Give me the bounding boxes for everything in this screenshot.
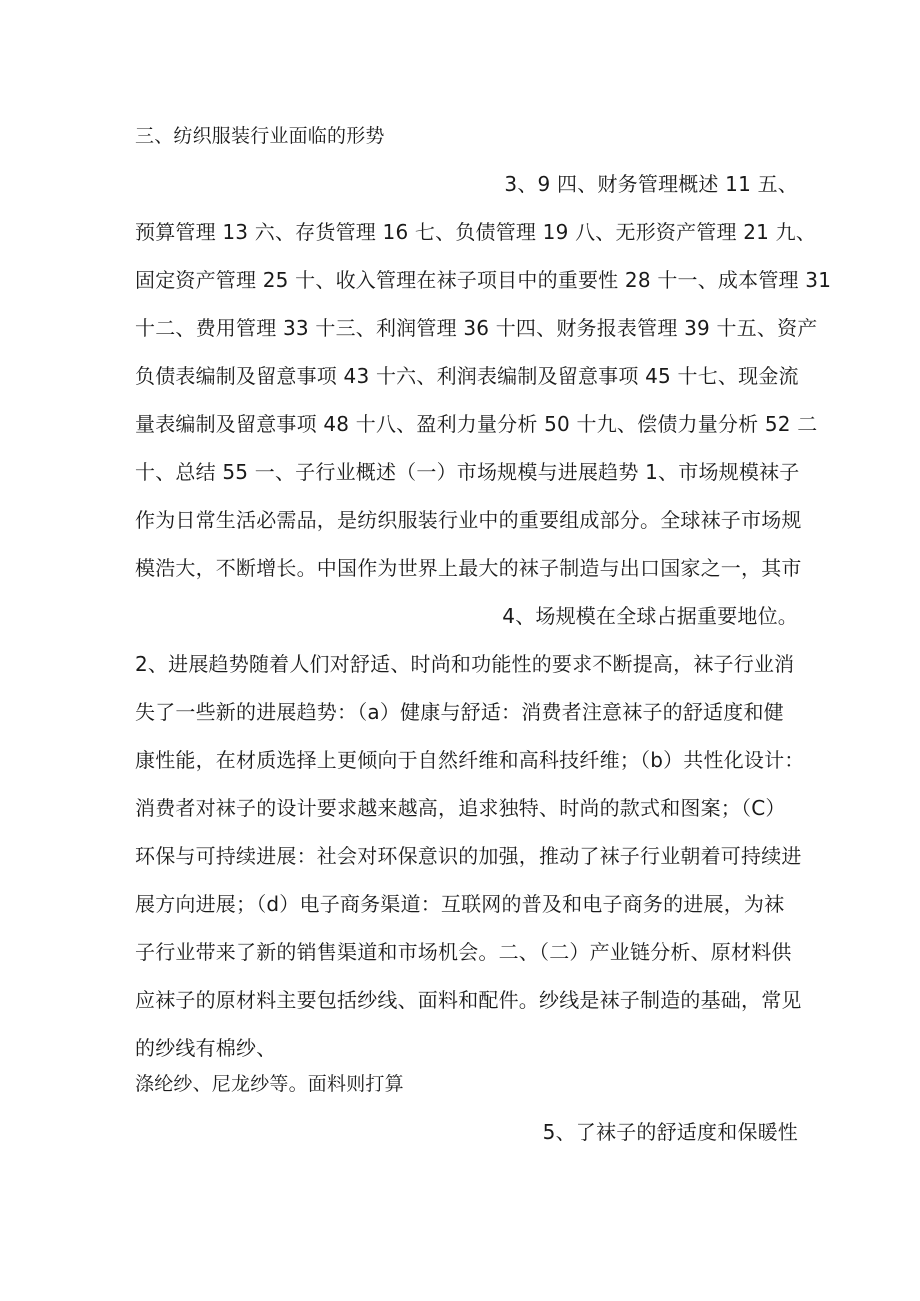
body-line: 2、进展趋势随着人们对舒适、时尚和功能性的要求不断提高，袜子行业消 <box>135 652 795 676</box>
body-line: 展方向进展；（d）电子商务渠道：互联网的普及和电子商务的进展，为袜 <box>135 892 785 916</box>
toc-line: 负债表编制及留意事项 43 十六、利润表编制及留意事项 45 十七、现金流 <box>135 364 799 388</box>
body-line: 模浩大，不断增长。中国作为世界上最大的袜子制造与出口国家之一，其市 <box>135 556 802 580</box>
section-heading: 三、纺织服装行业面临的形势 <box>135 125 385 147</box>
body-line: 失了一些新的进展趋势：（a）健康与舒适：消费者注意袜子的舒适度和健 <box>135 700 784 724</box>
body-line: 十、总结 55 一、子行业概述（一）市场规模与进展趋势 1、市场规模袜子 <box>135 460 800 484</box>
toc-line: 十二、费用管理 33 十三、利润管理 36 十四、财务报表管理 39 十五、资产 <box>135 316 818 340</box>
body-line: 作为日常生活必需品，是纺织服装行业中的重要组成部分。全球袜子市场规 <box>135 508 802 532</box>
body-line: 应袜子的原材料主要包括纱线、面料和配件。纱线是袜子制造的基础，常见 <box>135 988 802 1012</box>
body-line: 的纱线有棉纱、 <box>135 1036 277 1060</box>
body-line: 涤纶纱、尼龙纱等。面料则打算 <box>135 1073 404 1095</box>
toc-line: 量表编制及留意事项 48 十八、盈利力量分析 50 十九、偿债力量分析 52 二 <box>135 412 818 436</box>
body-line: 环保与可持续进展：社会对环保意识的加强，推动了袜子行业朝着可持续进 <box>135 844 802 868</box>
body-line: 康性能，在材质选择上更倾向于自然纤维和高科技纤维；（b）共性化设计： <box>135 748 805 772</box>
body-line: 4、场规模在全球占据重要地位。 <box>502 604 798 628</box>
toc-line: 3、9 四、财务管理概述 11 五、 <box>504 172 798 196</box>
toc-line: 预算管理 13 六、存货管理 16 七、负债管理 19 八、无形资产管理 21 九、 <box>135 220 817 244</box>
body-line: 5、了袜子的舒适度和保暖性 <box>542 1120 798 1144</box>
toc-line: 固定资产管理 25 十、收入管理在袜子项目中的重要性 28 十一、成本管理 31 <box>135 268 832 292</box>
body-line: 消费者对袜子的设计要求越来越高，追求独特、时尚的款式和图案；（C） <box>135 796 786 820</box>
body-line: 子行业带来了新的销售渠道和市场机会。二、（二）产业链分析、原材料供 <box>135 940 792 964</box>
